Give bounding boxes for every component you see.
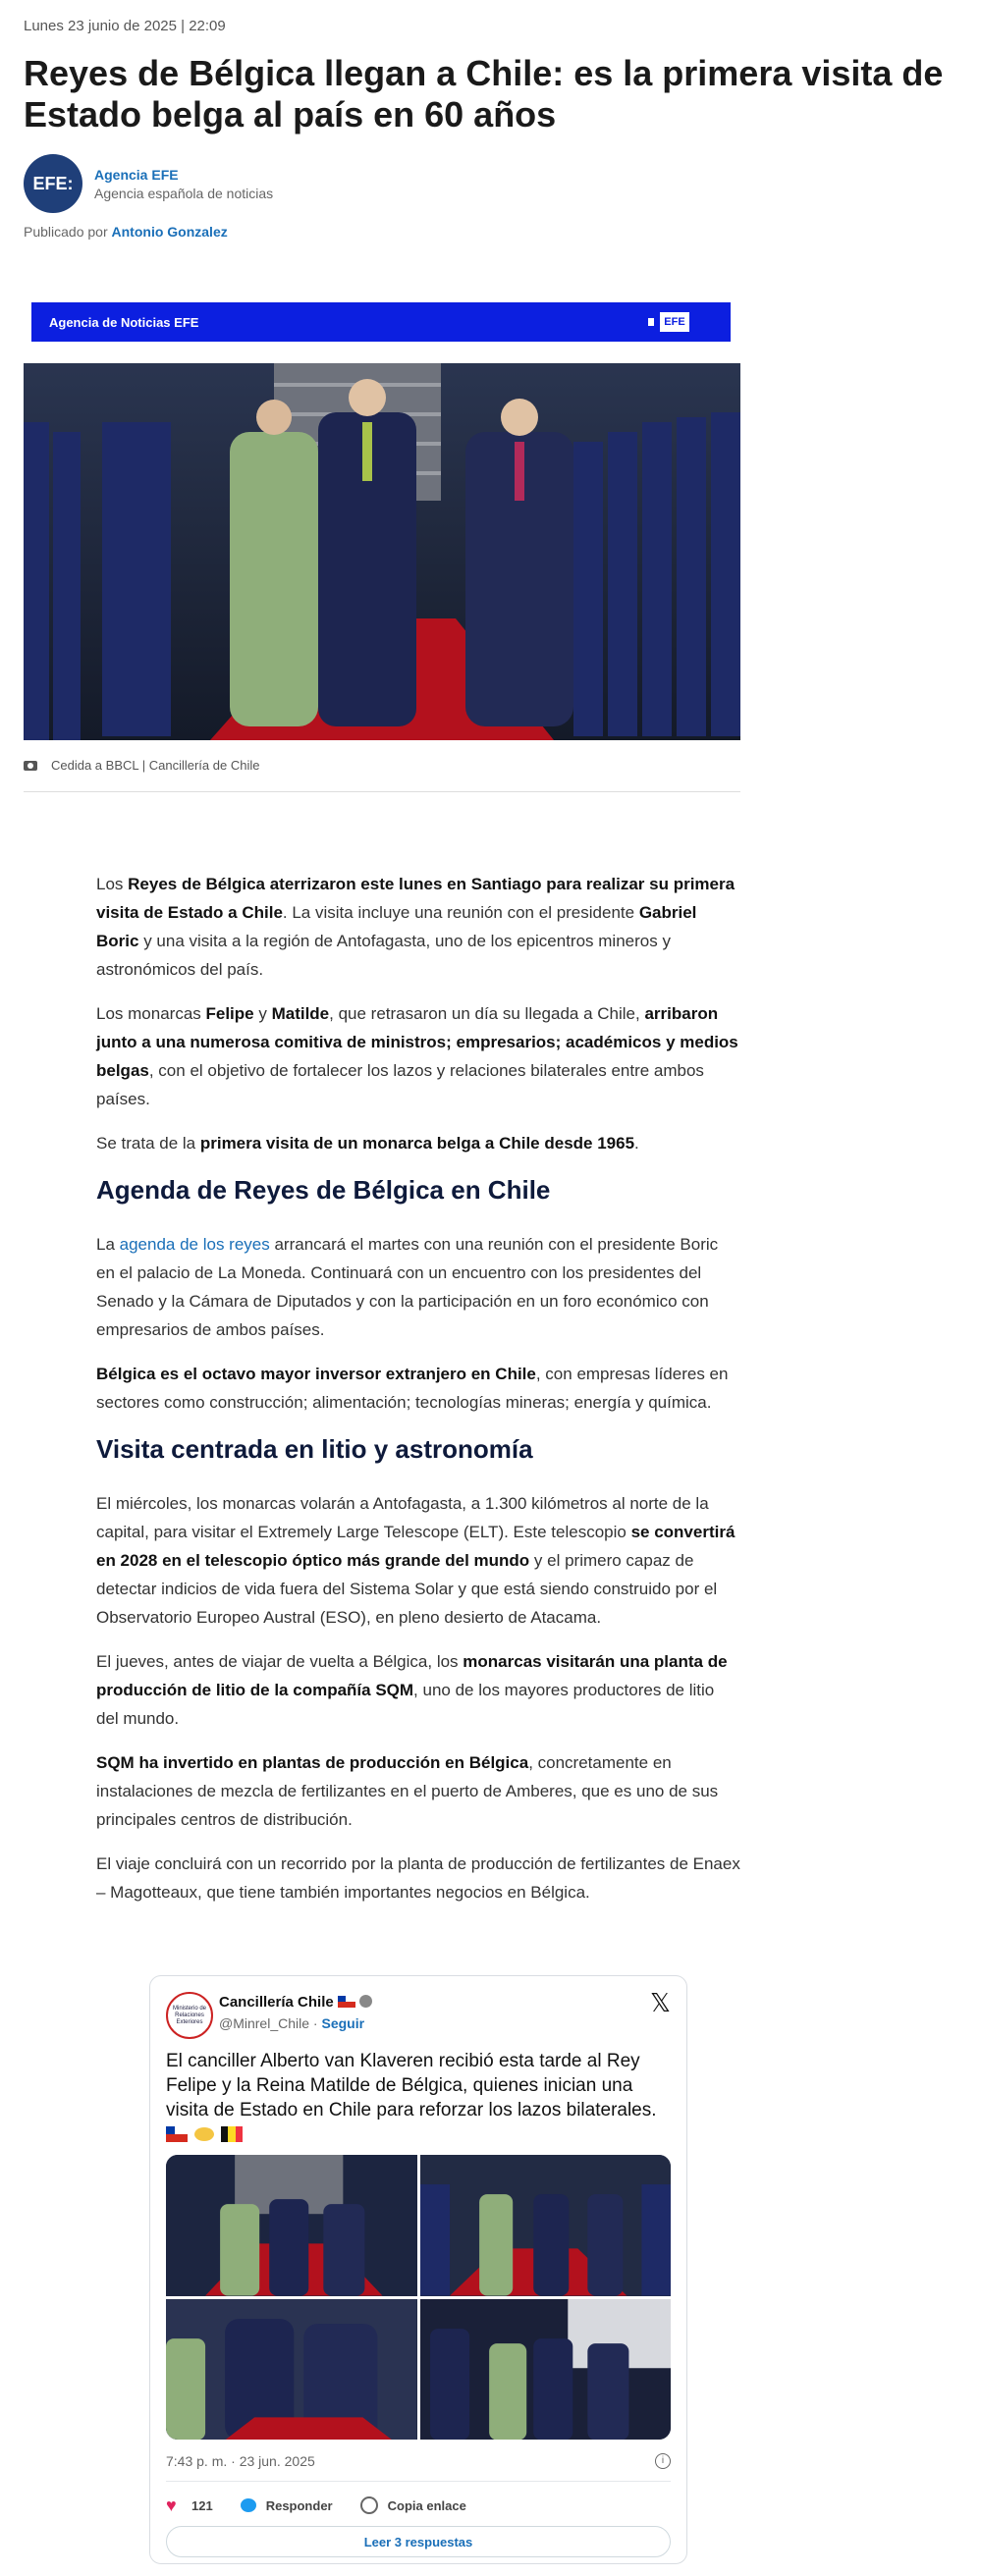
tweet-body: El canciller Alberto van Klaveren recibió esta tarde al Rey Felipe y la Reina Matilde de Bélgica, quienes inician una visita de Estado en Chile para reforzar los lazos bilaterales. (166, 2051, 657, 2120)
reply-bubble-icon (241, 2498, 256, 2512)
paragraph-2 (96, 999, 740, 1113)
tweet-timestamp[interactable]: 7:43 p. m. · 23 jun. 2025 (166, 2453, 315, 2469)
bold-text: Bélgica es el octavo mayor inversor extranjero en Chile (96, 1365, 536, 1383)
camera-icon (24, 761, 37, 771)
section-heading-agenda: Agenda de Reyes de Bélgica en Chile (96, 1175, 551, 1205)
caption-divider (24, 791, 740, 792)
link-icon (360, 2496, 378, 2514)
text: , concretamente en instalaciones de mezcla de fertilizantes en el puerto de Amberes, que es uno de sus principales centros de distribución. (96, 1753, 719, 1829)
banner-label: Agencia de Noticias EFE (49, 314, 199, 330)
text: El jueves, antes de viajar de vuelta a Bélgica, los (96, 1652, 463, 1671)
text: , con empresas líderes en sectores como construcción; alimentación; tecnologías mineras; energía y química. (96, 1365, 729, 1412)
chile-flag-emoji-icon (166, 2126, 188, 2142)
paragraph-8 (96, 1748, 740, 1834)
author-description: Agencia española de noticias (94, 185, 274, 201)
paragraph-7 (96, 1647, 740, 1733)
bold-text: primera visita de un monarca belga a Chile desde 1965 (199, 1134, 635, 1153)
text: Los (96, 875, 129, 893)
tweet-photo-grid (166, 2155, 671, 2440)
embedded-tweet[interactable] (149, 1975, 687, 2564)
tweet-actions (166, 2493, 494, 2518)
copy-link-label: Copia enlace (387, 2497, 466, 2513)
bold-text: Felipe (205, 1004, 254, 1023)
bold-text: Reyes de Bélgica aterrizaron este lunes en Santiago para realizar su primera visita de Estado a Chile (96, 875, 736, 922)
like-count: 121 (191, 2497, 213, 2513)
paragraph-6 (96, 1489, 740, 1632)
tweet-author-name[interactable]: Cancillería Chile (219, 1994, 334, 2011)
text: y el primero capaz de detectar indicios de vida fuera del Sistema Solar y que está siendo construido por el Observatorio Europeo Austral (ESO), en pleno desierto de Atacama. (96, 1551, 718, 1627)
reply-label: Responder (265, 2497, 333, 2513)
main-photo[interactable] (24, 363, 740, 740)
belgium-flag-emoji-icon (221, 2126, 243, 2142)
text: El miércoles, los monarcas volarán a Antofagasta, a 1.300 kilómetros al norte de la capital, para visitar el Extremely Large Telescope (ELT). Este telescopio (96, 1494, 709, 1541)
handle-separator: · (312, 2015, 318, 2031)
banner-dot-icon (648, 318, 654, 326)
published-prefix: Publicado por (24, 224, 108, 240)
photo-illustration (24, 363, 740, 740)
author-text (94, 167, 273, 201)
efe-logo[interactable]: EFE: (24, 154, 82, 213)
caption-text: Cedida a BBCL | Cancillería de Chile (51, 758, 260, 773)
paragraph-5 (96, 1360, 740, 1417)
tweet-photo-2[interactable] (420, 2155, 672, 2296)
text: La (96, 1235, 120, 1254)
tweet-photo-4[interactable] (420, 2299, 672, 2441)
tweet-handle[interactable]: @Minrel_Chile (219, 2015, 310, 2031)
reply-button[interactable] (241, 2498, 333, 2513)
agenda-link[interactable]: agenda de los reyes (119, 1235, 270, 1254)
chile-flag-icon (338, 1996, 355, 2008)
copy-link-button[interactable] (360, 2496, 466, 2514)
bold-text: Gabriel Boric (96, 903, 697, 950)
tweet-divider (166, 2481, 671, 2482)
text: Los monarcas (96, 1004, 206, 1023)
follow-button[interactable]: Seguir (321, 2015, 365, 2031)
text: arrancará el martes con una reunión con el presidente Boric en el palacio de La Moneda. Continuará con un encuentro con los presidentes del Senado y la Cámara de Diputados y con la participación en un foro económico con empresarios de ambos países. (96, 1235, 719, 1339)
bold-text: se convertirá en 2028 en el telescopio óptico más grande del mundo (96, 1523, 736, 1570)
tweet-avatar[interactable]: Ministerio de Relaciones Exteriores (166, 1992, 213, 2039)
tweet-photo-4-art (420, 2299, 672, 2441)
tweet-photo-3[interactable] (166, 2299, 417, 2441)
paragraph-4 (96, 1230, 740, 1344)
article-date: Lunes 23 junio de 2025 | 22:09 (24, 18, 226, 34)
bold-text: arribaron junto a una numerosa comitiva de ministros; empresarios; académicos y medios belgas (96, 1004, 738, 1080)
author-block (24, 153, 273, 214)
bold-text: SQM ha invertido en plantas de producción en Bélgica (96, 1753, 529, 1772)
article-headline: Reyes de Bélgica llegan a Chile: es la primera visita de Estado belga al país en 60 años (24, 53, 944, 134)
read-replies-button[interactable]: Leer 3 respuestas (166, 2526, 671, 2557)
bold-text: Matilde (271, 1004, 330, 1023)
published-author-link[interactable]: Antonio Gonzalez (111, 224, 228, 240)
text: , uno de los mayores productores de litio del mundo. (96, 1681, 715, 1728)
text: . La visita incluye una reunión con el presidente (282, 903, 639, 922)
tweet-text (166, 2049, 667, 2147)
info-icon[interactable]: i (655, 2453, 671, 2469)
tweet-author[interactable] (219, 1994, 372, 2011)
text: y (253, 1004, 272, 1023)
paragraph-3 (96, 1129, 740, 1157)
text: . (634, 1134, 639, 1153)
tweet-photo-1-art (166, 2155, 417, 2296)
text: y una visita a la región de Antofagasta, uno de los epicentros mineros y astronómicos del país. (96, 932, 671, 979)
author-name-link[interactable]: Agencia EFE (94, 166, 179, 183)
bold-text: monarcas visitarán una planta de producción de litio de la compañía SQM (96, 1652, 728, 1699)
like-button[interactable] (166, 2498, 213, 2513)
published-by (24, 224, 228, 240)
verified-badge-icon (359, 1995, 372, 2008)
tweet-photo-2-art (420, 2155, 672, 2296)
paragraph-9: El viaje concluirá con un recorrido por la planta de producción de fertilizantes de Enaex – Magotteaux, que tiene también importantes negocios en Bélgica. (96, 1854, 740, 1902)
tweet-photo-3-art (166, 2299, 417, 2441)
text: Se trata de la (96, 1134, 200, 1153)
banner-logo-icon: EFE (660, 312, 689, 332)
tweet-handle-row (219, 2015, 364, 2031)
heart-icon: ♥ (166, 2496, 177, 2515)
section-heading-litio: Visita centrada en litio y astronomía (96, 1434, 533, 1464)
handshake-emoji-icon (193, 2126, 215, 2142)
text: , que retrasaron un día su llegada a Chile, (329, 1004, 645, 1023)
tweet-photo-1[interactable] (166, 2155, 417, 2296)
x-logo-icon[interactable]: 𝕏 (650, 1988, 671, 2017)
article-body (96, 870, 740, 1922)
paragraph-1 (96, 870, 740, 984)
efe-banner[interactable] (31, 302, 731, 342)
photo-caption (24, 758, 259, 773)
text: , con el objetivo de fortalecer los lazos y relaciones bilaterales entre ambos países. (96, 1061, 704, 1108)
